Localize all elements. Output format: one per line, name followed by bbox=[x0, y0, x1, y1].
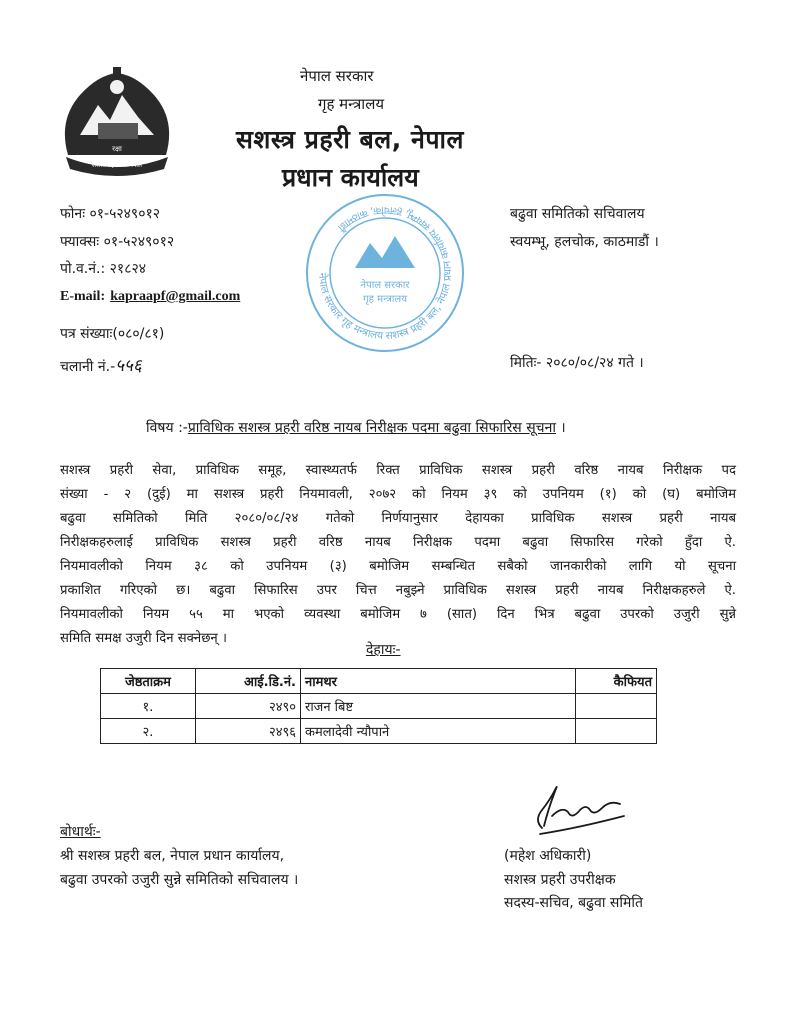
government-name: नेपाल सरकार bbox=[300, 67, 374, 85]
office-name: प्रधान कार्यालय bbox=[282, 163, 419, 192]
subject-line bbox=[146, 418, 566, 437]
office-stamp bbox=[300, 188, 470, 358]
header-name: नामथर bbox=[301, 669, 576, 694]
svg-text:नेपाल सरकार: नेपाल सरकार bbox=[360, 280, 410, 291]
cell-id: २४९६ bbox=[196, 719, 301, 744]
po-box: पो.व.नं.: २१८२४ bbox=[60, 261, 147, 277]
cell-name: राजन बिष्ट bbox=[301, 694, 576, 719]
bodhartha-label: बोधार्थः- bbox=[60, 824, 101, 840]
email-line bbox=[60, 285, 240, 305]
recipient-address: स्वयम्भू, हलचोक, काठमाडौं । bbox=[510, 234, 659, 250]
nepal-emblem-logo bbox=[58, 65, 176, 177]
email-link[interactable]: kapraapf@gmail.com bbox=[110, 289, 241, 304]
cell-seniority: २. bbox=[101, 719, 196, 744]
header-seniority: जेष्ठताक्रम bbox=[101, 669, 196, 694]
letter-number: पत्र संख्याः(०८०/८१) bbox=[60, 326, 165, 342]
letter-date: मितिः- २०८०/०८/२४ गते । bbox=[510, 355, 644, 371]
dispatch-number: ५५६ bbox=[115, 356, 142, 376]
dispatch-label: चलानी नं.- bbox=[60, 359, 116, 375]
promotion-table bbox=[100, 668, 657, 744]
table-row bbox=[101, 694, 657, 719]
table-title: देहायः- bbox=[366, 642, 401, 658]
fax-number: फ्याक्सः ०१-५२४९०१२ bbox=[60, 234, 175, 250]
table-row bbox=[101, 719, 657, 744]
body-line: संख्या - २ (दुई) मा सशस्त्र प्रहरी नियमावली, २०७२ को नियम ३९ को उपनियम (१) को (घ) बमोजिम bbox=[60, 487, 736, 502]
signatory-role: सदस्य-सचिव, बढुवा समिति bbox=[504, 895, 643, 911]
body-line: बढुवा समितिको मिति २०८०/०८/२४ गतेको निर्णयानुसार देहायका प्राविधिक सशस्त्र प्रहरी नायब bbox=[60, 511, 736, 526]
header-id: आई.डि.नं. bbox=[196, 669, 301, 694]
cell-remarks bbox=[576, 694, 657, 719]
svg-text:नेपाल सरकार गृह मन्त्रालय सशस्: नेपाल सरकार गृह मन्त्रालय सशस्त्र प्रहरी बल, नेपाल प्रधान कार्यालय स्वयम्भू, हलचोक, काठमाडौं bbox=[315, 203, 455, 343]
organization-name: सशस्त्र प्रहरी बल, नेपाल bbox=[236, 125, 464, 154]
cell-id: २४९० bbox=[196, 694, 301, 719]
table-header-row bbox=[101, 669, 657, 694]
cell-name: कमलादेवी न्यौपाने bbox=[301, 719, 576, 744]
svg-text:गृह मन्त्रालय: गृह मन्त्रालय bbox=[362, 294, 408, 305]
svg-text:सशस्त्र प्रहरी बल नेपाल: सशस्त्र प्रहरी बल नेपाल bbox=[92, 162, 142, 169]
body-line: नियमावलीको नियम ५५ मा भएको व्यवस्था बमोजिम ७ (सात) दिन भित्र बढुवा उपरको उजुरी सुन्ने bbox=[60, 607, 736, 622]
email-label: E-mail: bbox=[60, 289, 106, 304]
recipient-office: बढुवा समितिको सचिवालय bbox=[510, 206, 645, 222]
body-line: समिति समक्ष उजुरी दिन सक्नेछन् । bbox=[60, 631, 227, 646]
body-line: नियमावलीको नियम ३८ को उपनियम (३) बमोजिम सम्बन्धित सबैको जानकारीको लागि यो सूचना bbox=[60, 559, 736, 574]
ministry-name: गृह मन्त्रालय bbox=[318, 95, 385, 113]
header-remarks: कैफियत bbox=[576, 669, 657, 694]
notice-body bbox=[60, 459, 736, 651]
body-line: सशस्त्र प्रहरी सेवा, प्राविधिक समूह, स्वास्थ्यतर्फ रिक्त प्राविधिक सशस्त्र प्रहरी वरिष्ठ नायब निरीक्षक पद bbox=[60, 463, 736, 478]
signatory-rank: सशस्त्र प्रहरी उपरीक्षक bbox=[504, 872, 616, 888]
body-line: निरीक्षकहरुलाई प्राविधिक सशस्त्र प्रहरी वरिष्ठ नायब निरीक्षक पदमा बढुवा सिफारिस गरेको हुँदा ऐ. bbox=[60, 535, 736, 550]
dispatch-row bbox=[60, 353, 142, 376]
subject-text: प्राविधिक सशस्त्र प्रहरी वरिष्ठ नायब निरीक्षक पदमा बढुवा सिफारिस सूचना bbox=[187, 420, 556, 436]
signature bbox=[528, 780, 628, 842]
svg-text:रक्षा: रक्षा bbox=[112, 145, 122, 153]
body-line: प्रकाशित गरिएको छ। बढुवा सिफारिस उपर चित्त नबुझ्ने प्राविधिक सशस्त्र प्रहरी नायब निरीक्षकहरुले ऐ. bbox=[60, 583, 736, 598]
subject-label: विषय :- bbox=[146, 420, 188, 436]
cell-remarks bbox=[576, 719, 657, 744]
bodhartha-line: बढुवा उपरको उजुरी सुन्ने समितिको सचिवालय । bbox=[60, 872, 299, 888]
cell-seniority: १. bbox=[101, 694, 196, 719]
phone-number: फोनः ०१-५२४९०१२ bbox=[60, 206, 161, 222]
subject-end: । bbox=[555, 420, 566, 436]
signatory-name: (महेश अधिकारी) bbox=[504, 848, 592, 864]
bodhartha-line: श्री सशस्त्र प्रहरी बल, नेपाल प्रधान कार्यालय, bbox=[60, 848, 285, 864]
